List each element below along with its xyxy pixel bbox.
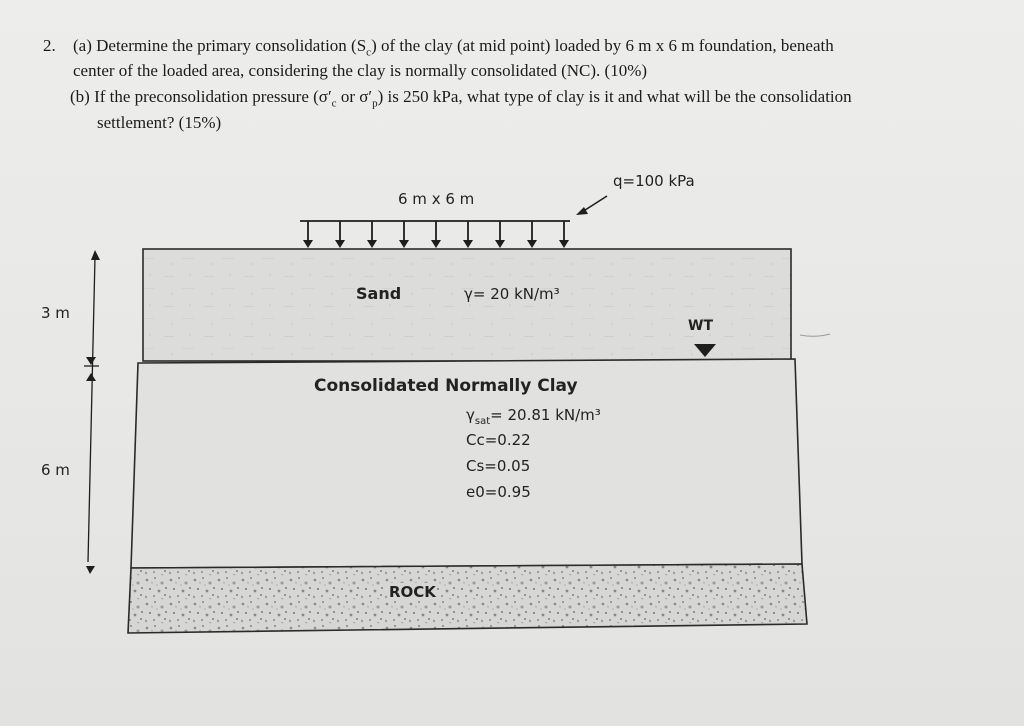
part-a-line-2: center of the loaded area, considering the clay is normally consolidated (NC). (10%) [73,61,648,80]
clay-thickness-label: 6 m [41,461,70,479]
sand-unit-weight: γ= 20 kN/m³ [464,285,560,303]
clay-saturated-unit-weight [466,406,601,427]
gamma-sat-value: = 20.81 kN/m³ [490,406,601,424]
sand-label: Sand [356,284,402,303]
rock-label: ROCK [389,583,436,601]
part-a-text: (a) Determine the primary consolidation (S [73,36,367,55]
initial-void-ratio: e0=0.95 [466,483,531,501]
part-a-subscript: c [366,46,372,59]
part-b-line-2: settlement? (15%) [97,113,222,132]
gamma-sat-subscript: sat [474,416,491,427]
clay-title: Consolidated Normally Clay [314,376,578,396]
load-pointer-arrow [576,196,607,215]
rock-layer [128,564,807,633]
part-a-text-rest: ) of the clay (at mid point) loaded by 6 m x 6 m foundation, beneath [371,36,834,55]
load-label: q=100 kPa [613,172,695,190]
footing-load [300,221,570,248]
sand-layer [143,249,791,361]
compression-index: Cc=0.22 [466,431,531,449]
question-number: 2. [43,36,56,55]
dimension-line [84,250,100,574]
water-table-label: WT [688,318,713,334]
part-b-or: or σ′ [336,87,373,106]
sand-thickness-label: 3 m [41,304,70,322]
swelling-index: Cs=0.05 [466,457,531,475]
stray-mark [800,334,830,336]
gamma-symbol: γ [466,406,475,424]
part-b-sub-c: c [331,97,337,110]
footing-size-label: 6 m x 6 m [398,190,475,208]
part-b-sub-p: p [372,97,378,110]
part-b-post: ) is 250 kPa, what type of clay is it and what will be the consolidation [377,87,852,106]
part-b-pre: (b) If the preconsolidation pressure (σ′ [70,87,332,106]
